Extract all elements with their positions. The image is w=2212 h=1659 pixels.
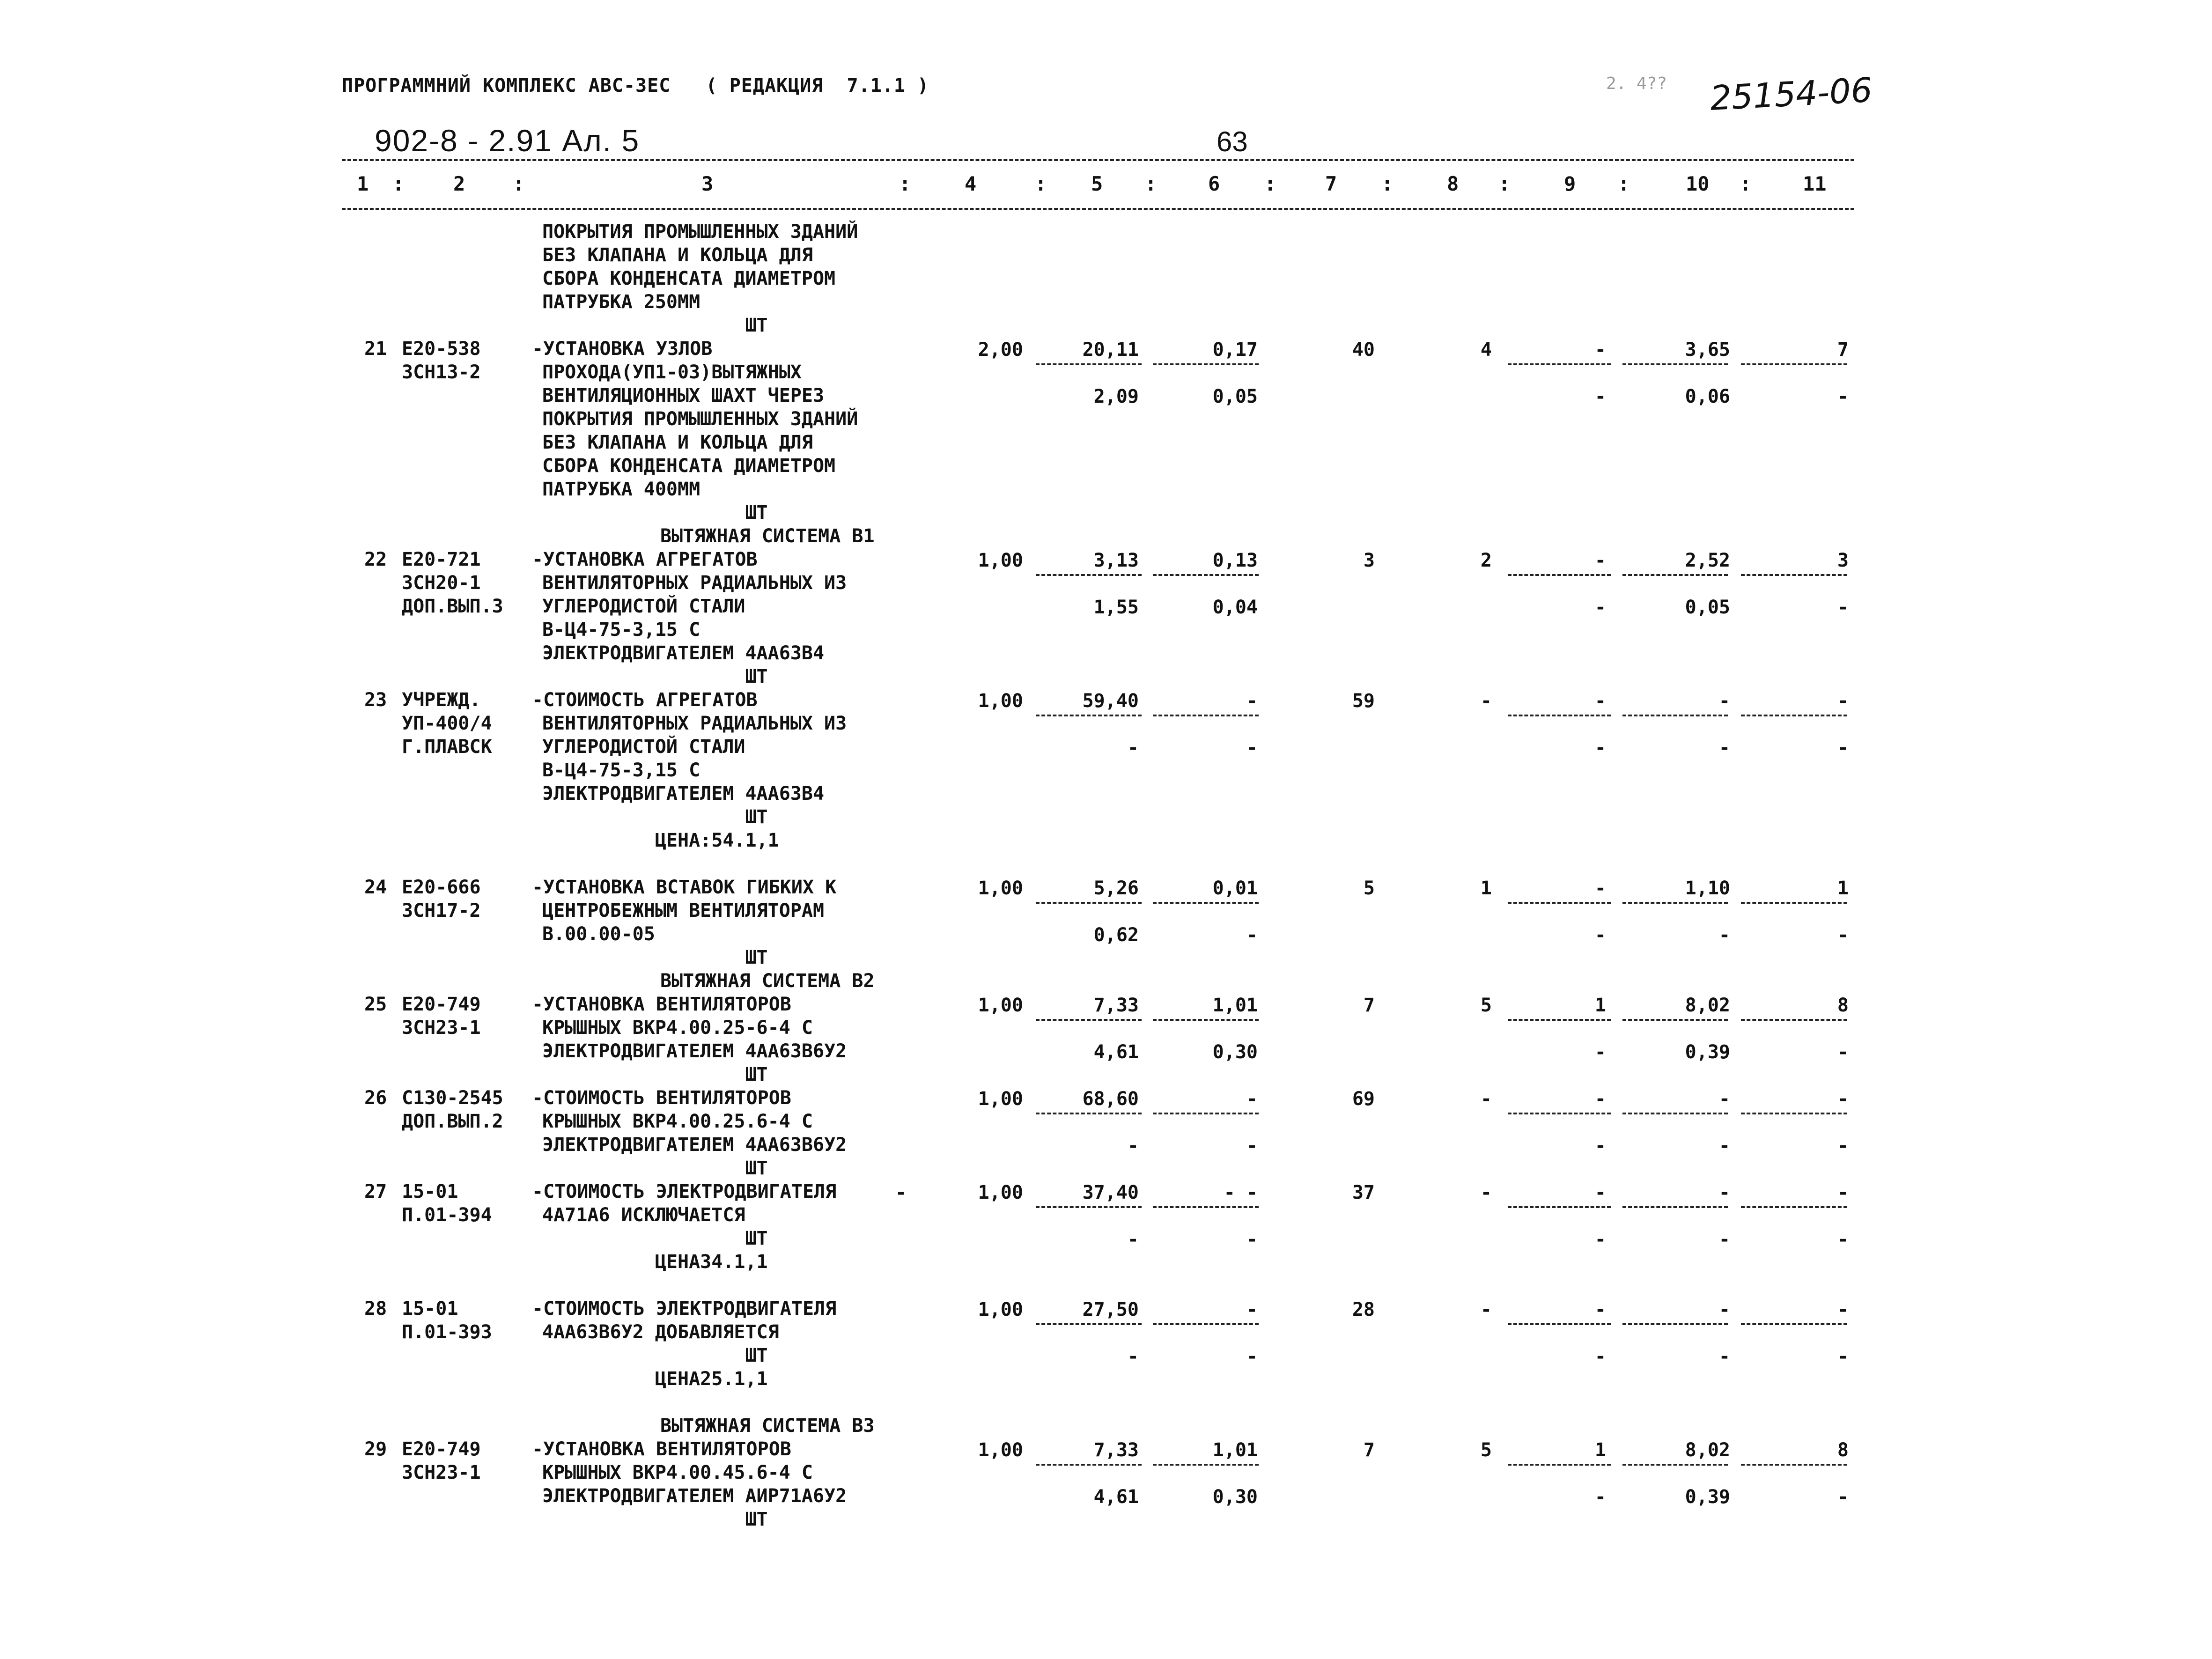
sub-value-c10: 0,06 — [1685, 386, 1730, 407]
column-number: 9 — [1564, 172, 1576, 195]
subtotal-divider — [1036, 1113, 1142, 1114]
norm-code: 15-01 — [402, 1181, 458, 1202]
value-c5: 59,40 — [1082, 690, 1139, 712]
sub-value-c10: - — [1718, 1135, 1730, 1157]
value-c11: - — [1837, 690, 1849, 712]
value-c5: 3,13 — [1093, 550, 1139, 571]
column-separator: : — [513, 172, 525, 195]
sub-value-c11: - — [1837, 1135, 1849, 1157]
column-separator: : — [1381, 172, 1394, 195]
work-description-line: ШТ — [542, 806, 768, 828]
work-description-line: КРЫШНЫХ ВКР4.00.25.6-4 С — [542, 1111, 813, 1132]
value-c11: 8 — [1837, 995, 1849, 1016]
row-number: 21 — [364, 338, 387, 360]
sub-value-c6: - — [1246, 1229, 1258, 1250]
sub-value-c9: - — [1594, 597, 1606, 618]
value-c8: 1 — [1480, 877, 1492, 899]
value-c7: 59 — [1352, 690, 1375, 712]
subtotal-divider — [1153, 1019, 1259, 1021]
row-number: 23 — [364, 689, 387, 711]
sub-value-c10: 0,05 — [1685, 597, 1730, 618]
column-number: 8 — [1447, 172, 1459, 195]
work-description-line: ШТ — [542, 1228, 768, 1249]
subtotal-divider — [1036, 715, 1142, 716]
work-description-line: ПАТРУБКА 400ММ — [542, 479, 700, 500]
sub-value-c9: - — [1594, 737, 1606, 759]
value-c11: 7 — [1837, 339, 1849, 361]
norm-code: ЗСН23-1 — [402, 1017, 481, 1039]
sub-value-c11: - — [1837, 924, 1849, 946]
work-description-line: ШТ — [542, 1064, 768, 1085]
work-description-line: ПРОХОДА(УП1-03)ВЫТЯЖНЫХ — [542, 361, 802, 383]
value-c8: 2 — [1480, 550, 1492, 571]
subtotal-divider — [1508, 363, 1611, 365]
value-c8: 4 — [1480, 339, 1492, 361]
subtotal-divider — [1622, 1019, 1728, 1021]
work-description-line: ШТ — [542, 947, 768, 968]
work-description-line: ЦЕНА25.1,1 — [542, 1368, 768, 1390]
subtotal-divider — [1153, 1323, 1259, 1325]
subtotal-divider — [1036, 363, 1142, 365]
column-number: 7 — [1325, 172, 1337, 195]
value-c5: 5,26 — [1093, 877, 1139, 899]
subtotal-divider — [1622, 1206, 1728, 1208]
value-c7: 7 — [1363, 1439, 1375, 1461]
column-separator: : — [1740, 172, 1752, 195]
page-number: 63 — [1217, 126, 1248, 157]
row-number: 22 — [364, 549, 387, 570]
column-separator: : — [1618, 172, 1630, 195]
subtotal-divider — [1508, 902, 1611, 904]
value-c10: 2,52 — [1685, 550, 1730, 571]
sub-value-c5: 4,61 — [1093, 1041, 1139, 1063]
row-number: 27 — [364, 1181, 387, 1202]
value-c7: 40 — [1352, 339, 1375, 361]
qty-prefix-mark: - — [895, 1182, 907, 1203]
norm-code: ЗСН13-2 — [402, 361, 481, 383]
document-code: 902-8 - 2.91 Ал. 5 — [375, 123, 640, 158]
work-description-line: ЭЛЕКТРОДВИГАТЕЛЕМ 4АА63В4 — [542, 642, 825, 664]
column-separator: : — [1035, 172, 1047, 195]
sub-value-c10: - — [1718, 737, 1730, 759]
value-c6: - — [1246, 1088, 1258, 1110]
section-title: ВЫТЯЖНАЯ СИСТЕМА В1 — [660, 525, 875, 547]
quantity: 2,00 — [978, 339, 1023, 361]
work-description-line: УГЛЕРОДИСТОЙ СТАЛИ — [542, 736, 745, 758]
work-description-line: ЭЛЕКТРОДВИГАТЕЛЕМ 4АА63В6У2 — [542, 1040, 847, 1062]
column-number: 1 — [357, 172, 369, 195]
value-c6: 0,01 — [1212, 877, 1258, 899]
norm-code: ЗСН20-1 — [402, 572, 481, 594]
norm-code: ЗСН23-1 — [402, 1462, 481, 1483]
work-description-line: ШТ — [542, 1345, 768, 1366]
work-description-line: ВЕНТИЛЯТОРНЫХ РАДИАЛЬНЫХ ИЗ — [542, 572, 847, 594]
value-c5: 37,40 — [1082, 1182, 1139, 1203]
sub-value-c5: 0,62 — [1093, 924, 1139, 946]
work-description-line: -СТОИМОСТЬ АГРЕГАТОВ — [532, 689, 758, 711]
row-number: 24 — [364, 877, 387, 898]
header-bottom-rule — [342, 208, 1854, 210]
work-description-line: ЭЛЕКТРОДВИГАТЕЛЕМ АИР71А6У2 — [542, 1485, 847, 1507]
work-description-line: -СТОИМОСТЬ ЭЛЕКТРОДВИГАТЕЛЯ — [532, 1181, 837, 1202]
work-description-line: ШТ — [542, 502, 768, 524]
value-c11: - — [1837, 1088, 1849, 1110]
norm-code: УП-400/4 — [402, 713, 492, 734]
work-description-line: КРЫШНЫХ ВКР4.00.25-6-4 С — [542, 1017, 813, 1039]
subtotal-divider — [1741, 1323, 1847, 1325]
value-c9: - — [1594, 1182, 1606, 1203]
work-description-line: ШТ — [542, 1509, 768, 1530]
row-number: 25 — [364, 994, 387, 1015]
work-description-line: ВЕНТИЛЯТОРНЫХ РАДИАЛЬНЫХ ИЗ — [542, 713, 847, 734]
quantity: 1,00 — [978, 1088, 1023, 1110]
sub-value-c6: - — [1246, 924, 1258, 946]
intro-description-line: ПОКРЫТИЯ ПРОМЫШЛЕННЫХ ЗДАНИЙ — [542, 221, 858, 243]
column-separator: : — [392, 172, 405, 195]
value-c5: 20,11 — [1082, 339, 1139, 361]
work-description-line: ЭЛЕКТРОДВИГАТЕЛЕМ 4АА63В6У2 — [542, 1134, 847, 1156]
value-c7: 28 — [1352, 1299, 1375, 1320]
program-header: ПРОГРАММНИЙ КОМПЛЕКС АВС-3ЕС ( РЕДАКЦИЯ 7.1.1 ) — [342, 75, 929, 96]
work-description-line: -УСТАНОВКА ВЕНТИЛЯТОРОВ — [532, 1438, 791, 1460]
value-c11: - — [1837, 1182, 1849, 1203]
sub-value-c11: - — [1837, 1041, 1849, 1063]
subtotal-divider — [1153, 1206, 1259, 1208]
value-c10: - — [1718, 1182, 1730, 1203]
quantity: 1,00 — [978, 690, 1023, 712]
subtotal-divider — [1508, 1464, 1611, 1466]
norm-code: Е20-721 — [402, 549, 481, 570]
handwritten-document-number: 25154-06 — [1709, 70, 1873, 118]
sub-value-c9: - — [1594, 1041, 1606, 1063]
subtotal-divider — [1622, 1464, 1728, 1466]
value-c11: 8 — [1837, 1439, 1849, 1461]
subtotal-divider — [1508, 574, 1611, 576]
norm-code: С130-2545 — [402, 1087, 503, 1109]
work-description-line: ПОКРЫТИЯ ПРОМЫШЛЕННЫХ ЗДАНИЙ — [542, 408, 858, 430]
subtotal-divider — [1741, 1206, 1847, 1208]
subtotal-divider — [1622, 902, 1728, 904]
value-c5: 7,33 — [1093, 995, 1139, 1016]
subtotal-divider — [1508, 1019, 1611, 1021]
value-c7: 7 — [1363, 995, 1375, 1016]
sub-value-c5: - — [1127, 737, 1139, 759]
header-top-rule — [342, 159, 1854, 161]
column-separator: : — [1145, 172, 1157, 195]
work-description-line: ЦЕНА34.1,1 — [542, 1251, 768, 1273]
quantity: 1,00 — [978, 550, 1023, 571]
work-description-line: ЦЕНА:54.1,1 — [542, 830, 779, 851]
work-description-line: УГЛЕРОДИСТОЙ СТАЛИ — [542, 596, 745, 617]
subtotal-divider — [1508, 1206, 1611, 1208]
intro-description-line: СБОРА КОНДЕНСАТА ДИАМЕТРОМ — [542, 268, 836, 289]
sub-value-c9: - — [1594, 386, 1606, 407]
norm-code: Е20-666 — [402, 877, 481, 898]
value-c10: - — [1718, 1088, 1730, 1110]
work-description-line: -УСТАНОВКА ВСТАВОК ГИБКИХ К — [532, 877, 837, 898]
work-description-line: ШТ — [542, 666, 768, 687]
sub-value-c11: - — [1837, 386, 1849, 407]
work-description-line: 4А71А6 ИСКЛЮЧАЕТСЯ — [542, 1204, 745, 1226]
value-c9: - — [1594, 877, 1606, 899]
work-description-line: ЦЕНТРОБЕЖНЫМ ВЕНТИЛЯТОРАМ — [542, 900, 825, 922]
intro-description-line: ШТ — [542, 315, 768, 336]
value-c6: - — [1246, 690, 1258, 712]
value-c6: 0,17 — [1212, 339, 1258, 361]
sub-value-c6: - — [1246, 1135, 1258, 1157]
sub-value-c6: 0,04 — [1212, 597, 1258, 618]
work-description-line: КРЫШНЫХ ВКР4.00.45.6-4 С — [542, 1462, 813, 1483]
subtotal-divider — [1741, 1464, 1847, 1466]
value-c8: - — [1480, 690, 1492, 712]
column-number: 6 — [1208, 172, 1220, 195]
sub-value-c11: - — [1837, 1229, 1849, 1250]
sub-value-c6: 0,30 — [1212, 1486, 1258, 1508]
subtotal-divider — [1036, 1323, 1142, 1325]
sub-value-c5: 4,61 — [1093, 1486, 1139, 1508]
quantity: 1,00 — [978, 1439, 1023, 1461]
value-c7: 5 — [1363, 877, 1375, 899]
column-separator: : — [1264, 172, 1276, 195]
column-separator: : — [899, 172, 911, 195]
value-c6: - — [1246, 1299, 1258, 1320]
norm-code: 15-01 — [402, 1298, 458, 1320]
value-c10: - — [1718, 690, 1730, 712]
work-description-line: БЕЗ КЛАПАНА И КОЛЬЦА ДЛЯ — [542, 432, 813, 453]
norm-code: Г.ПЛАВСК — [402, 736, 492, 758]
sub-value-c11: - — [1837, 597, 1849, 618]
work-description-line: -СТОИМОСТЬ ВЕНТИЛЯТОРОВ — [532, 1087, 791, 1109]
sub-value-c6: - — [1246, 737, 1258, 759]
value-c7: 37 — [1352, 1182, 1375, 1203]
subtotal-divider — [1153, 1464, 1259, 1466]
subtotal-divider — [1622, 715, 1728, 716]
subtotal-divider — [1153, 363, 1259, 365]
value-c8: - — [1480, 1299, 1492, 1320]
subtotal-divider — [1036, 902, 1142, 904]
subtotal-divider — [1741, 574, 1847, 576]
quantity: 1,00 — [978, 995, 1023, 1016]
norm-code: ЗСН17-2 — [402, 900, 481, 922]
value-c9: 1 — [1594, 995, 1606, 1016]
subtotal-divider — [1153, 574, 1259, 576]
value-c7: 3 — [1363, 550, 1375, 571]
subtotal-divider — [1741, 715, 1847, 716]
value-c10: - — [1718, 1299, 1730, 1320]
norm-code: Е20-749 — [402, 1438, 481, 1460]
norm-code: ДОП.ВЫП.3 — [402, 596, 503, 617]
value-c9: - — [1594, 550, 1606, 571]
subtotal-divider — [1153, 715, 1259, 716]
value-c9: - — [1594, 690, 1606, 712]
sub-value-c5: - — [1127, 1229, 1139, 1250]
norm-code: П.01-394 — [402, 1204, 492, 1226]
norm-code: ДОП.ВЫП.2 — [402, 1111, 503, 1132]
value-c9: - — [1594, 339, 1606, 361]
value-c11: 3 — [1837, 550, 1849, 571]
work-description-line: ЭЛЕКТРОДВИГАТЕЛЕМ 4АА63В4 — [542, 783, 825, 804]
subtotal-divider — [1622, 1113, 1728, 1114]
value-c7: 69 — [1352, 1088, 1375, 1110]
sub-value-c10: 0,39 — [1685, 1041, 1730, 1063]
row-number: 28 — [364, 1298, 387, 1320]
work-description-line: 4АА63В6У2 ДОБАВЛЯЕТСЯ — [542, 1321, 779, 1343]
work-description-line: ВЕНТИЛЯЦИОННЫХ ШАХТ ЧЕРЕЗ — [542, 385, 825, 406]
subtotal-divider — [1036, 1206, 1142, 1208]
subtotal-divider — [1036, 1464, 1142, 1466]
work-description-line: ШТ — [542, 1158, 768, 1179]
sub-value-c11: - — [1837, 737, 1849, 759]
value-c8: 5 — [1480, 995, 1492, 1016]
sub-value-c10: 0,39 — [1685, 1486, 1730, 1508]
value-c8: - — [1480, 1182, 1492, 1203]
column-number: 3 — [701, 172, 714, 195]
subtotal-divider — [1622, 363, 1728, 365]
sub-value-c6: 0,05 — [1212, 386, 1258, 407]
section-title: ВЫТЯЖНАЯ СИСТЕМА В2 — [660, 970, 875, 992]
subtotal-divider — [1036, 1019, 1142, 1021]
value-c11: - — [1837, 1299, 1849, 1320]
value-c10: 8,02 — [1685, 995, 1730, 1016]
subtotal-divider — [1153, 1113, 1259, 1114]
value-c8: 5 — [1480, 1439, 1492, 1461]
sub-value-c5: - — [1127, 1346, 1139, 1367]
subtotal-divider — [1508, 1113, 1611, 1114]
subtotal-divider — [1741, 902, 1847, 904]
value-c8: - — [1480, 1088, 1492, 1110]
work-description-line: В-Ц4-75-3,15 С — [542, 759, 700, 781]
sub-value-c9: - — [1594, 1346, 1606, 1367]
column-number: 5 — [1091, 172, 1103, 195]
sub-value-c6: 0,30 — [1212, 1041, 1258, 1063]
sub-value-c11: - — [1837, 1486, 1849, 1508]
column-separator: : — [1498, 172, 1511, 195]
column-number: 11 — [1803, 172, 1827, 195]
work-description-line: -УСТАНОВКА ВЕНТИЛЯТОРОВ — [532, 994, 791, 1015]
column-number: 4 — [965, 172, 977, 195]
norm-code: П.01-393 — [402, 1321, 492, 1343]
subtotal-divider — [1741, 1019, 1847, 1021]
work-description-line: -УСТАНОВКА АГРЕГАТОВ — [532, 549, 758, 570]
subtotal-divider — [1741, 1113, 1847, 1114]
value-c9: 1 — [1594, 1439, 1606, 1461]
sub-value-c9: - — [1594, 1135, 1606, 1157]
subtotal-divider — [1508, 715, 1611, 716]
norm-code: УЧРЕЖД. — [402, 689, 481, 711]
subtotal-divider — [1508, 1323, 1611, 1325]
quantity: 1,00 — [978, 1299, 1023, 1320]
column-number: 2 — [453, 172, 465, 195]
norm-code: Е20-749 — [402, 994, 481, 1015]
sub-value-c5: 2,09 — [1093, 386, 1139, 407]
sub-value-c9: - — [1594, 1229, 1606, 1250]
subtotal-divider — [1622, 1323, 1728, 1325]
intro-description-line: ПАТРУБКА 250ММ — [542, 291, 700, 313]
row-number: 26 — [364, 1087, 387, 1109]
quantity: 1,00 — [978, 1182, 1023, 1203]
intro-description-line: БЕЗ КЛАПАНА И КОЛЬЦА ДЛЯ — [542, 244, 813, 266]
value-c6: 1,01 — [1212, 995, 1258, 1016]
subtotal-divider — [1622, 574, 1728, 576]
value-c6: 1,01 — [1212, 1439, 1258, 1461]
value-c6: - - — [1224, 1182, 1258, 1203]
sub-value-c10: - — [1718, 1346, 1730, 1367]
sub-value-c11: - — [1837, 1346, 1849, 1367]
sub-value-c9: - — [1594, 924, 1606, 946]
sub-value-c10: - — [1718, 924, 1730, 946]
row-number: 29 — [364, 1438, 387, 1460]
subtotal-divider — [1153, 902, 1259, 904]
value-c9: - — [1594, 1088, 1606, 1110]
work-description-line: В-Ц4-75-3,15 С — [542, 619, 700, 641]
subtotal-divider — [1036, 574, 1142, 576]
faint-stamp-text: 2. 4?? — [1606, 74, 1667, 93]
value-c9: - — [1594, 1299, 1606, 1320]
work-description-line: -УСТАНОВКА УЗЛОВ — [532, 338, 713, 360]
value-c11: 1 — [1837, 877, 1849, 899]
work-description-line: В.00.00-05 — [542, 923, 655, 945]
sub-value-c10: - — [1718, 1229, 1730, 1250]
quantity: 1,00 — [978, 877, 1023, 899]
value-c5: 7,33 — [1093, 1439, 1139, 1461]
sub-value-c6: - — [1246, 1346, 1258, 1367]
sub-value-c5: - — [1127, 1135, 1139, 1157]
sub-value-c9: - — [1594, 1486, 1606, 1508]
value-c10: 3,65 — [1685, 339, 1730, 361]
subtotal-divider — [1741, 363, 1847, 365]
work-description-line: -СТОИМОСТЬ ЭЛЕКТРОДВИГАТЕЛЯ — [532, 1298, 837, 1320]
value-c10: 8,02 — [1685, 1439, 1730, 1461]
column-number: 10 — [1686, 172, 1710, 195]
value-c10: 1,10 — [1685, 877, 1730, 899]
value-c6: 0,13 — [1212, 550, 1258, 571]
value-c5: 27,50 — [1082, 1299, 1139, 1320]
value-c5: 68,60 — [1082, 1088, 1139, 1110]
norm-code: Е20-538 — [402, 338, 481, 360]
work-description-line: СБОРА КОНДЕНСАТА ДИАМЕТРОМ — [542, 455, 836, 477]
section-title: ВЫТЯЖНАЯ СИСТЕМА В3 — [660, 1415, 875, 1437]
sub-value-c5: 1,55 — [1093, 597, 1139, 618]
